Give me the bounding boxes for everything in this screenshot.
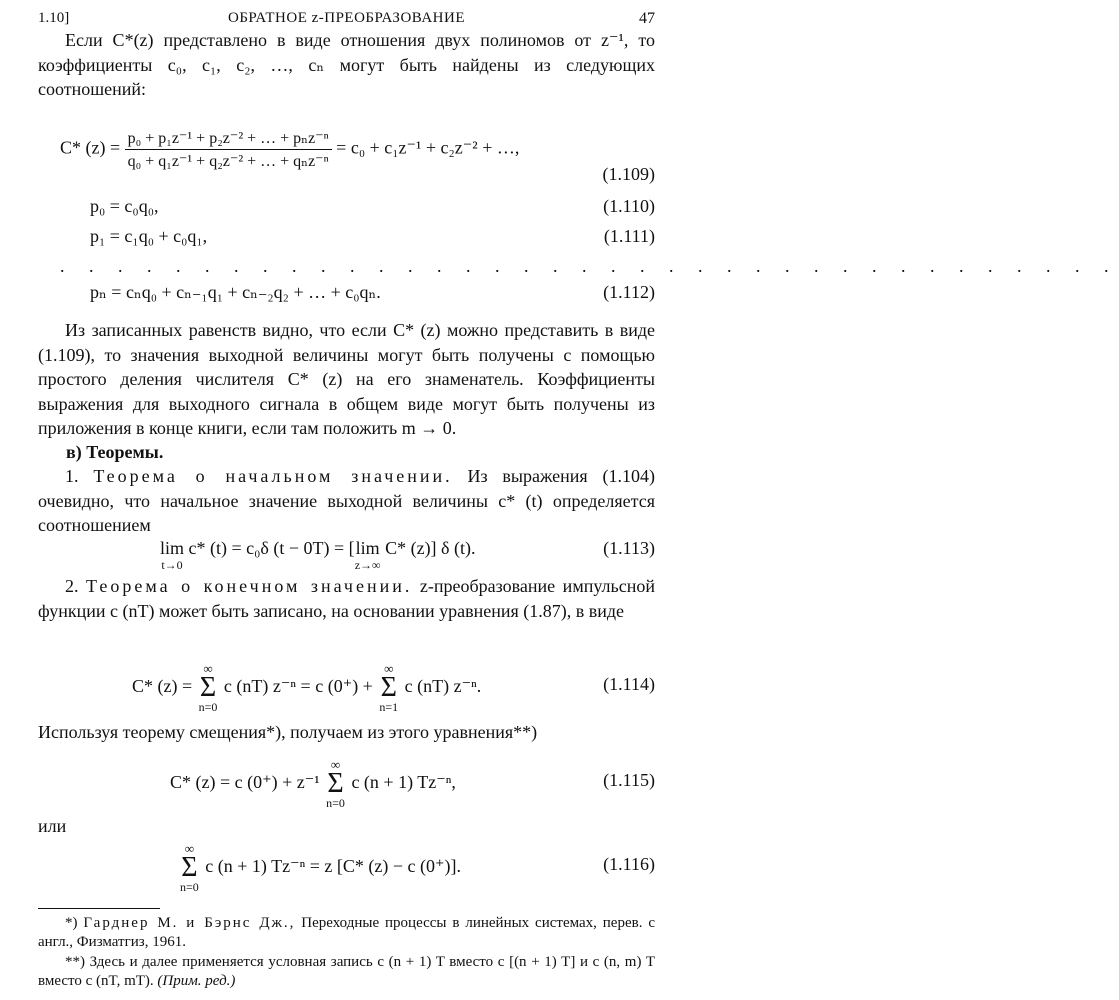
intro-paragraph: Если C*(z) представлено в виде отношения двух полиномов от z⁻¹, то коэффициенты c₀, c₁, c₂, …, cₙ могут быть найдены из следующих соотношений: — [38, 30, 655, 100]
eq109-number: (1.109) — [602, 164, 655, 184]
eq113-number: (1.113) — [603, 538, 655, 558]
sum-operator: ∞ Σ n=0 — [180, 841, 199, 895]
sum-operator: ∞ Σ n=1 — [379, 661, 399, 715]
footnote-1: *) Гарднер М. и Бэрнс Дж., Переходные процессы в линейных системах, перев. с англ., Физматгиз, 1961. — [38, 915, 655, 950]
eq112-body: pₙ = cₙq₀ + cₙ₋₁q₁ + cₙ₋₂q₂ + … + c₀qₙ. — [90, 282, 381, 302]
eq110-body: p₀ = c₀q₀, — [90, 196, 159, 216]
lim-t-to-0: lim t→0 — [160, 538, 185, 572]
equation-1-115: C* (z) = c (0⁺) + z⁻¹ ∞ Σ n=0 c (n + 1) Tz⁻ⁿ, (1.115) — [170, 757, 655, 811]
equation-1-110 — [38, 196, 655, 224]
eq111-number: (1.111) — [603, 226, 655, 246]
theorem-2-paragraph: 2. Теорема о конечном значении. z-преобразование импульсной функции c (nT) может быть записано, на основании уравнения (1.87), в виде — [38, 576, 655, 621]
eq112-number: (1.112) — [603, 282, 655, 302]
eq114-number: (1.114) — [603, 674, 655, 694]
lim-z-to-inf: lim z→∞ — [354, 538, 381, 572]
eq115-number: (1.115) — [603, 770, 655, 790]
explanation-paragraph: Из записанных равенств видно, что если C* (z) можно представить в виде (1.109), то значения выходной величины могут быть получены с помощью простого деления числителя C* (z) на его знаменатель. Коэффициенты выражения для выходного сигнала в общем виде могут быть получены из приложения в конце книги, если там положить m → 0. — [38, 320, 655, 439]
eq109-rhs: = c₀ + c₁z⁻¹ + c₂z⁻² + …, — [336, 137, 520, 158]
section-number: 1.10] — [38, 10, 70, 26]
eq109-lhs: C* (z) = — [60, 137, 121, 158]
sum-operator: ∞ Σ n=0 — [326, 757, 345, 811]
equation-1-112 — [38, 282, 655, 310]
theorem-1-name: Теорема о начальном значении. — [93, 466, 453, 486]
equation-1-114: C* (z) = ∞ Σ n=0 c (nT) z⁻ⁿ = c (0⁺) + ∞ Σ n=1 c (nT) z⁻ⁿ. (1.114) — [132, 661, 655, 715]
theorem-1-paragraph: 1. Теорема о начальном значении. Из выражения (1.104) очевидно, что начальное значение выходной величины c* (t) определяется соотношением — [38, 466, 655, 536]
eq109-fraction — [125, 128, 332, 171]
equation-1-113: lim t→0 c* (t) = c₀δ (t − 0T) = [lim z→∞ C* (z)] δ (t). (1.113) — [160, 538, 655, 572]
section-heading: в) Теоремы. — [66, 442, 164, 462]
eq110-number: (1.110) — [603, 196, 655, 216]
editor-note: (Прим. ред.) — [157, 973, 236, 989]
footnote-2: **) Здесь и далее применяется условная запись c (n + 1) T вместо c [(n + 1) T] и c (n, m) T вместо c (nT, mT). (Прим. ред.) — [38, 954, 655, 989]
equation-1-116: ∞ Σ n=0 c (n + 1) Tz⁻ⁿ = z [C* (z) − c (0⁺)]. (1.116) — [180, 841, 655, 895]
eq116-number: (1.116) — [603, 854, 655, 874]
eq109-numerator: p₀ + p₁z⁻¹ + p₂z⁻² + … + pₙz⁻ⁿ — [125, 128, 332, 150]
page-number: 47 — [639, 10, 655, 27]
equation-1-109 — [38, 128, 655, 184]
footnote-1-authors: Гарднер М. и Бэрнс Дж., — [83, 915, 296, 931]
eq109-denominator: q₀ + q₁z⁻¹ + q₂z⁻² + … + qₙz⁻ⁿ — [127, 153, 329, 170]
shift-theorem-paragraph: Используя теорему смещения*), получаем из этого уравнения**) — [38, 722, 538, 742]
word-ili: или — [38, 816, 67, 836]
ellipsis-dots-row: . . . . . . . . . . . . . . . . . . . . . . . . . . . . . . . . . . . . . — [60, 256, 1119, 276]
running-title: ОБРАТНОЕ z-ПРЕОБРАЗОВАНИЕ — [227, 10, 465, 26]
equation-1-111 — [38, 226, 655, 254]
theorem-2-name: Теорема о конечном значении. — [86, 576, 413, 596]
footnote-separator — [38, 908, 160, 909]
sum-operator: ∞ Σ n=0 — [198, 661, 218, 715]
eq111-body: p₁ = c₁q₀ + c₀q₁, — [90, 226, 208, 246]
